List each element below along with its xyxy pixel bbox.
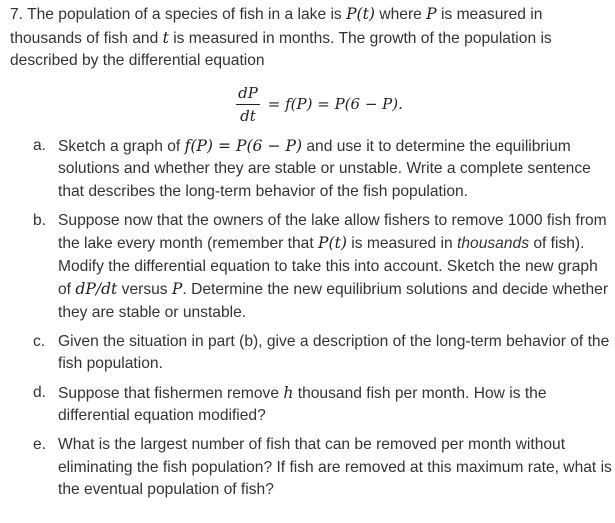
list-item: [10, 210, 615, 325]
part-marker: c.: [33, 332, 46, 350]
equation-rhs: = f(P) = P(6 − P).: [267, 95, 403, 114]
part-math: f(P) = P(6 − P): [184, 136, 303, 155]
fraction-denominator: dt: [240, 106, 256, 125]
part-text: and use it to determine the equilibrium solutions and whether they are stable or unstable. Write a complete sentence that describes the long-term behavior of the fish population.: [58, 137, 591, 200]
derivative-fraction: [236, 84, 260, 126]
part-text: . Determine the new equilibrium solutions and decide whether they are stable or unstable.: [58, 281, 609, 321]
intro-text-3: is measured in thousands of fish and: [10, 6, 543, 47]
intro-text-2: where: [375, 6, 427, 23]
part-text: Suppose now that the owners of the lake allow fishers to remove 1000 fish from the lake every month (remember that: [58, 211, 607, 253]
part-text: of fish). Modify the differential equation to take this into account. Sketch the new graph of: [58, 235, 598, 299]
part-text: versus: [117, 281, 172, 299]
part-math: P: [171, 280, 183, 299]
part-text: Given the situation in part (b), give a description of the long-term behavior of the fish population.: [58, 332, 610, 373]
fraction-numerator: dP: [236, 84, 260, 105]
intro-math-pt: P(t): [346, 5, 375, 23]
list-item: [10, 331, 615, 376]
part-marker: d.: [33, 383, 47, 401]
intro-text-1: The population of a species of fish in a lake is: [23, 6, 347, 23]
problem-parts-list: [10, 135, 615, 502]
list-item: [10, 382, 615, 428]
differential-equation: [10, 81, 615, 129]
part-text: is measured in: [346, 235, 458, 253]
part-text: Suppose that fishermen remove: [58, 384, 284, 402]
part-text: Sketch a graph of: [58, 137, 185, 155]
list-item: [10, 135, 615, 204]
part-emphasis: thousands: [457, 235, 529, 253]
part-text: What is the largest number of fish that can be removed per month without eliminating the fish population? If fish are removed at this maximum rate, what is the eventual population of fish?: [58, 435, 612, 499]
intro-math-t: t: [162, 28, 169, 47]
part-marker: b.: [33, 211, 47, 229]
part-text: thousand fish per month. How is the differential equation modified?: [58, 384, 547, 425]
problem-intro: [10, 3, 615, 73]
intro-math-p: P: [426, 5, 437, 23]
part-math: P(t): [318, 234, 347, 253]
part-marker: a.: [33, 136, 47, 154]
part-marker: e.: [33, 435, 47, 453]
intro-text-4: is measured in months. The growth of the population is described by the differential equation: [10, 29, 552, 70]
part-math: h: [283, 383, 294, 402]
part-math: dP/dt: [75, 280, 118, 299]
problem-number: 7.: [10, 6, 24, 23]
list-item: [10, 434, 615, 502]
